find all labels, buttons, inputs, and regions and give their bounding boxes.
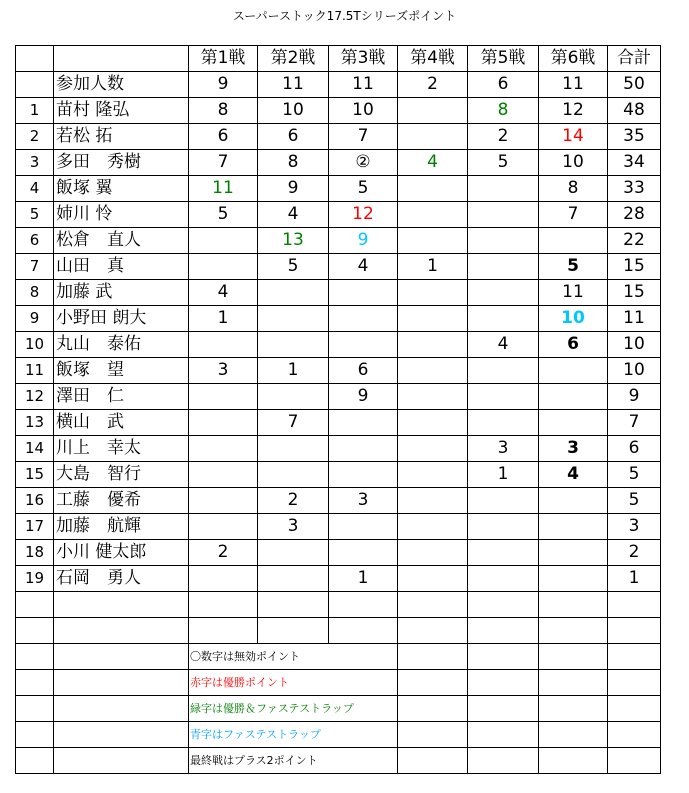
points-cell: 5	[329, 176, 398, 202]
rank-cell: 10	[16, 332, 54, 358]
header-row	[16, 46, 661, 72]
points-cell	[398, 306, 468, 332]
empty-cell	[539, 618, 608, 644]
table-row	[16, 358, 661, 384]
table-row	[16, 514, 661, 540]
points-cell	[398, 488, 468, 514]
points-cell: 2	[468, 124, 539, 150]
points-cell	[398, 280, 468, 306]
empty-cell	[468, 696, 539, 722]
points-cell: 7	[539, 202, 608, 228]
rank-cell: 17	[16, 514, 54, 540]
points-cell: 5	[468, 150, 539, 176]
points-table-body	[16, 46, 661, 774]
points-cell	[258, 384, 329, 410]
rank-cell: 1	[16, 98, 54, 124]
rank-cell: 16	[16, 488, 54, 514]
driver-name: 大島 智行	[54, 462, 189, 488]
points-cell: 1	[329, 566, 398, 592]
participants-count: 11	[329, 72, 398, 98]
table-row	[16, 540, 661, 566]
points-cell	[258, 306, 329, 332]
points-cell	[468, 514, 539, 540]
points-cell	[398, 98, 468, 124]
points-cell: 13	[258, 228, 329, 254]
points-cell	[258, 462, 329, 488]
total-cell: 7	[608, 410, 661, 436]
table-row	[16, 150, 661, 176]
points-cell	[189, 462, 258, 488]
points-cell: ②	[329, 150, 398, 176]
empty-cell	[54, 696, 189, 722]
points-cell	[468, 254, 539, 280]
empty-cell	[398, 722, 468, 748]
rank-cell: 7	[16, 254, 54, 280]
rank-cell: 5	[16, 202, 54, 228]
column-header: 合計	[608, 46, 661, 72]
empty-cell	[16, 46, 54, 72]
empty-cell	[608, 618, 661, 644]
points-cell	[398, 124, 468, 150]
points-cell	[539, 488, 608, 514]
column-header: 第1戦	[189, 46, 258, 72]
rank-cell: 18	[16, 540, 54, 566]
points-cell	[398, 540, 468, 566]
column-header: 第2戦	[258, 46, 329, 72]
points-cell: 3	[539, 436, 608, 462]
points-cell	[329, 514, 398, 540]
points-cell: 6	[329, 358, 398, 384]
rank-cell: 3	[16, 150, 54, 176]
driver-name: 多田 秀樹	[54, 150, 189, 176]
empty-cell	[54, 618, 189, 644]
legend-row	[16, 670, 661, 696]
table-row	[16, 410, 661, 436]
points-cell: 3	[468, 436, 539, 462]
points-cell	[329, 540, 398, 566]
legend-row	[16, 748, 661, 774]
empty-cell	[539, 748, 608, 774]
driver-name: 姉川 怜	[54, 202, 189, 228]
points-cell	[539, 410, 608, 436]
column-header: 第5戦	[468, 46, 539, 72]
rank-cell: 2	[16, 124, 54, 150]
driver-name: 横山 武	[54, 410, 189, 436]
points-cell: 8	[468, 98, 539, 124]
rank-cell: 14	[16, 436, 54, 462]
empty-cell	[468, 722, 539, 748]
empty-cell	[16, 722, 54, 748]
empty-cell	[16, 618, 54, 644]
points-cell: 9	[329, 228, 398, 254]
driver-name: 山田 真	[54, 254, 189, 280]
points-cell	[189, 254, 258, 280]
points-cell: 5	[189, 202, 258, 228]
empty-cell	[608, 696, 661, 722]
points-cell: 2	[258, 488, 329, 514]
empty-cell	[54, 670, 189, 696]
points-cell: 11	[189, 176, 258, 202]
points-cell	[258, 280, 329, 306]
points-cell: 4	[189, 280, 258, 306]
table-row	[16, 98, 661, 124]
table-row	[16, 332, 661, 358]
driver-name: 工藤 優希	[54, 488, 189, 514]
points-cell	[468, 540, 539, 566]
empty-cell	[54, 722, 189, 748]
points-cell	[258, 540, 329, 566]
points-cell	[258, 332, 329, 358]
points-cell	[329, 462, 398, 488]
total-cell: 33	[608, 176, 661, 202]
table-row	[16, 124, 661, 150]
empty-cell	[258, 592, 329, 618]
points-cell	[398, 566, 468, 592]
points-cell	[539, 228, 608, 254]
empty-cell	[539, 722, 608, 748]
points-cell	[468, 384, 539, 410]
empty-cell	[468, 618, 539, 644]
points-cell	[189, 228, 258, 254]
empty-cell	[16, 72, 54, 98]
points-cell: 6	[539, 332, 608, 358]
points-cell: 7	[189, 150, 258, 176]
points-cell	[189, 384, 258, 410]
empty-cell	[258, 618, 329, 644]
column-header: 第3戦	[329, 46, 398, 72]
column-header: 第6戦	[539, 46, 608, 72]
empty-cell	[398, 618, 468, 644]
points-cell	[539, 566, 608, 592]
participants-count: 9	[189, 72, 258, 98]
points-cell: 1	[189, 306, 258, 332]
driver-name: 飯塚 望	[54, 358, 189, 384]
driver-name: 澤田 仁	[54, 384, 189, 410]
points-cell: 5	[258, 254, 329, 280]
points-cell	[329, 410, 398, 436]
driver-name: 若松 拓	[54, 124, 189, 150]
total-cell: 10	[608, 358, 661, 384]
points-cell	[189, 332, 258, 358]
table-row	[16, 436, 661, 462]
participants-count: 50	[608, 72, 661, 98]
points-cell	[468, 202, 539, 228]
points-cell	[189, 514, 258, 540]
points-cell: 8	[539, 176, 608, 202]
points-cell	[468, 280, 539, 306]
table-row	[16, 280, 661, 306]
points-cell: 3	[258, 514, 329, 540]
empty-cell	[608, 592, 661, 618]
empty-cell	[329, 592, 398, 618]
participants-count: 11	[539, 72, 608, 98]
rank-cell: 11	[16, 358, 54, 384]
empty-cell	[608, 644, 661, 670]
empty-cell	[398, 592, 468, 618]
participants-count: 6	[468, 72, 539, 98]
points-cell: 9	[329, 384, 398, 410]
table-row	[16, 306, 661, 332]
points-cell: 9	[258, 176, 329, 202]
empty-cell	[54, 46, 189, 72]
legend-note: 赤字は優勝ポイント	[189, 670, 398, 696]
points-cell	[398, 176, 468, 202]
points-cell	[398, 202, 468, 228]
points-cell	[189, 488, 258, 514]
legend-note: 最終戦はプラス2ポイント	[189, 748, 398, 774]
points-cell: 4	[539, 462, 608, 488]
points-cell: 12	[539, 98, 608, 124]
total-cell: 48	[608, 98, 661, 124]
points-cell: 2	[189, 540, 258, 566]
total-cell: 5	[608, 488, 661, 514]
points-cell	[189, 410, 258, 436]
points-cell: 10	[329, 98, 398, 124]
total-cell: 15	[608, 280, 661, 306]
legend-row	[16, 696, 661, 722]
total-cell: 35	[608, 124, 661, 150]
empty-cell	[608, 670, 661, 696]
points-cell	[398, 384, 468, 410]
empty-cell	[398, 748, 468, 774]
table-row	[16, 488, 661, 514]
points-cell	[468, 410, 539, 436]
total-cell: 28	[608, 202, 661, 228]
empty-cell	[16, 670, 54, 696]
legend-note: 緑字は優勝＆ファステストラップ	[189, 696, 398, 722]
points-cell	[329, 280, 398, 306]
empty-cell	[329, 618, 398, 644]
points-cell	[329, 306, 398, 332]
empty-cell	[608, 748, 661, 774]
points-cell	[398, 514, 468, 540]
rank-cell: 13	[16, 410, 54, 436]
empty-cell	[468, 748, 539, 774]
page-title: スーパーストック17.5Tシリーズポイント	[232, 9, 457, 23]
empty-cell	[398, 670, 468, 696]
points-cell: 3	[329, 488, 398, 514]
empty-cell	[398, 644, 468, 670]
empty-cell	[54, 644, 189, 670]
total-cell: 15	[608, 254, 661, 280]
table-row	[16, 176, 661, 202]
rank-cell: 9	[16, 306, 54, 332]
driver-name: 飯塚 翼	[54, 176, 189, 202]
driver-name: 松倉 直人	[54, 228, 189, 254]
points-cell: 4	[398, 150, 468, 176]
empty-cell	[189, 592, 258, 618]
points-cell	[468, 228, 539, 254]
legend-row	[16, 722, 661, 748]
empty-cell	[539, 592, 608, 618]
points-cell	[398, 462, 468, 488]
points-cell	[258, 436, 329, 462]
total-cell: 9	[608, 384, 661, 410]
points-cell: 14	[539, 124, 608, 150]
table-row	[16, 228, 661, 254]
points-cell: 10	[539, 150, 608, 176]
points-table	[15, 45, 661, 774]
participants-count: 11	[258, 72, 329, 98]
total-cell: 6	[608, 436, 661, 462]
points-cell	[329, 332, 398, 358]
empty-cell	[16, 748, 54, 774]
points-cell	[468, 176, 539, 202]
rank-cell: 6	[16, 228, 54, 254]
rank-cell: 4	[16, 176, 54, 202]
empty-row	[16, 618, 661, 644]
rank-cell: 19	[16, 566, 54, 592]
total-cell: 11	[608, 306, 661, 332]
points-cell: 10	[258, 98, 329, 124]
points-cell: 1	[398, 254, 468, 280]
empty-cell	[608, 722, 661, 748]
points-cell: 1	[468, 462, 539, 488]
driver-name: 石岡 勇人	[54, 566, 189, 592]
points-cell	[258, 566, 329, 592]
points-cell	[468, 566, 539, 592]
table-row	[16, 462, 661, 488]
rank-cell: 12	[16, 384, 54, 410]
empty-cell	[54, 592, 189, 618]
empty-cell	[539, 696, 608, 722]
points-cell	[539, 540, 608, 566]
points-cell: 7	[258, 410, 329, 436]
empty-cell	[398, 696, 468, 722]
participants-row	[16, 72, 661, 98]
points-cell	[189, 436, 258, 462]
points-cell: 8	[189, 98, 258, 124]
driver-name: 小野田 朗大	[54, 306, 189, 332]
legend-note: 青字はファステストラップ	[189, 722, 398, 748]
rank-cell: 8	[16, 280, 54, 306]
points-cell	[398, 332, 468, 358]
points-cell: 6	[258, 124, 329, 150]
total-cell: 34	[608, 150, 661, 176]
participants-count: 2	[398, 72, 468, 98]
legend-row	[16, 644, 661, 670]
points-cell	[398, 410, 468, 436]
points-cell: 12	[329, 202, 398, 228]
points-cell: 4	[329, 254, 398, 280]
empty-row	[16, 592, 661, 618]
points-cell: 8	[258, 150, 329, 176]
driver-name: 小川 健太郎	[54, 540, 189, 566]
total-cell: 5	[608, 462, 661, 488]
total-cell: 2	[608, 540, 661, 566]
total-cell: 10	[608, 332, 661, 358]
points-cell	[398, 358, 468, 384]
total-cell: 3	[608, 514, 661, 540]
column-header: 第4戦	[398, 46, 468, 72]
participants-label: 参加人数	[54, 72, 189, 98]
driver-name: 加藤 航輝	[54, 514, 189, 540]
rank-cell: 15	[16, 462, 54, 488]
points-cell: 4	[468, 332, 539, 358]
driver-name: 加藤 武	[54, 280, 189, 306]
table-row	[16, 566, 661, 592]
points-cell	[189, 566, 258, 592]
empty-cell	[16, 644, 54, 670]
points-cell	[539, 384, 608, 410]
empty-cell	[468, 644, 539, 670]
points-cell	[398, 228, 468, 254]
points-cell: 11	[539, 280, 608, 306]
total-cell: 1	[608, 566, 661, 592]
total-cell: 22	[608, 228, 661, 254]
points-cell	[468, 358, 539, 384]
driver-name: 川上 幸太	[54, 436, 189, 462]
driver-name: 苗村 隆弘	[54, 98, 189, 124]
table-row	[16, 384, 661, 410]
points-cell	[539, 514, 608, 540]
empty-cell	[16, 592, 54, 618]
empty-cell	[539, 644, 608, 670]
points-cell: 6	[189, 124, 258, 150]
empty-cell	[468, 592, 539, 618]
empty-cell	[468, 670, 539, 696]
points-cell: 5	[539, 254, 608, 280]
empty-cell	[16, 696, 54, 722]
legend-note: 〇数字は無効ポイント	[189, 644, 398, 670]
points-cell	[468, 306, 539, 332]
table-row	[16, 202, 661, 228]
points-cell: 4	[258, 202, 329, 228]
points-cell	[539, 358, 608, 384]
driver-name: 丸山 泰佑	[54, 332, 189, 358]
points-cell: 10	[539, 306, 608, 332]
table-row	[16, 254, 661, 280]
points-cell: 7	[329, 124, 398, 150]
empty-cell	[54, 748, 189, 774]
points-cell: 1	[258, 358, 329, 384]
points-cell	[329, 436, 398, 462]
empty-cell	[189, 618, 258, 644]
empty-cell	[539, 670, 608, 696]
points-cell	[398, 436, 468, 462]
points-cell: 3	[189, 358, 258, 384]
points-cell	[468, 488, 539, 514]
